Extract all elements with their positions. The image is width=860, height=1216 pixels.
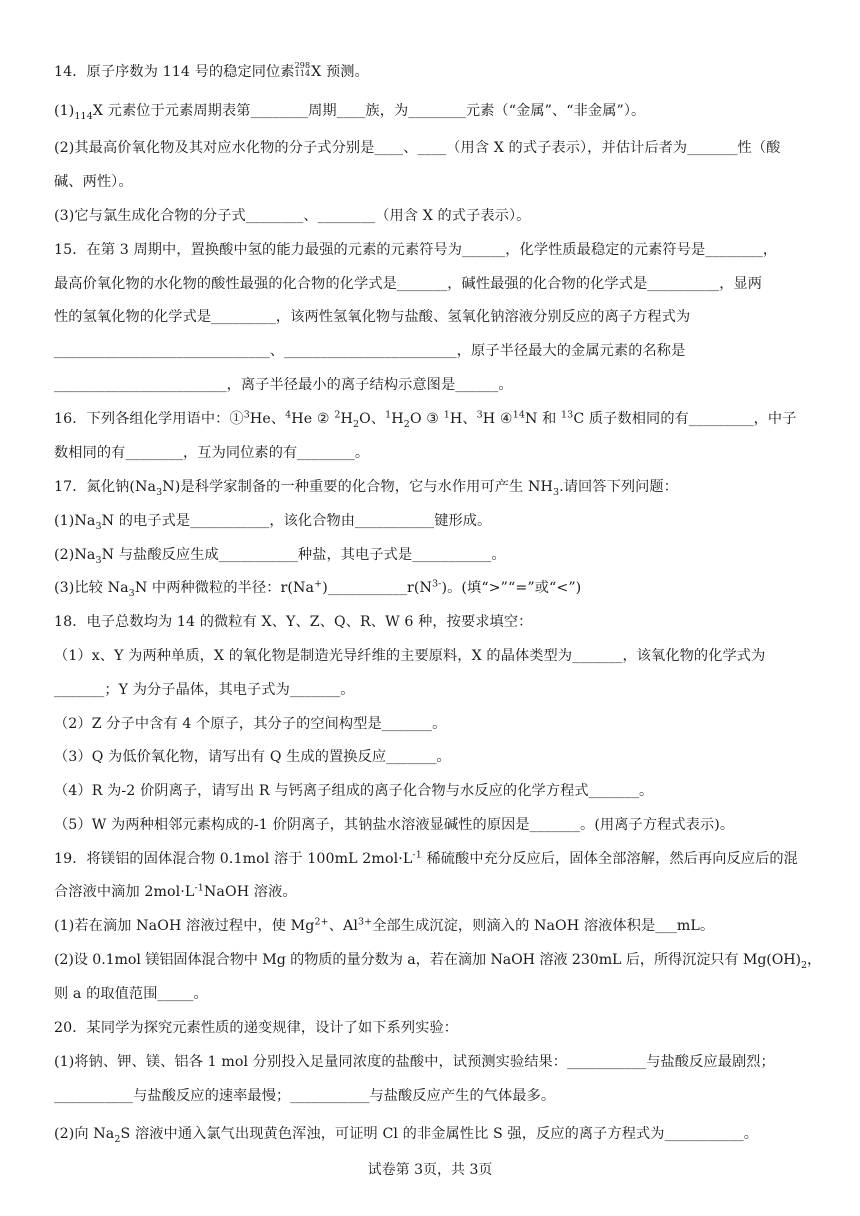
q17-part2: $(2)Na_3N$ 与盐酸反应生成___________种盐，其电子式是___________。 — [54, 547, 506, 566]
q20-stem: 20．某同学为探究元素性质的递变规律，设计了如下系列实验： — [54, 1020, 459, 1036]
q18-stem: 18．电子总数均为 14 的微粒有 X、Y、Z、Q、R、W 6 种，按要求填空： — [54, 614, 533, 630]
page-footer: 试卷第 3页，共 3页 — [367, 1162, 493, 1178]
q16-line2: 数相同的有________，互为同位素的有________。 — [54, 445, 370, 461]
q15-line1: 15．在第 3 周期中，置换酸中氢的能力最强的元素的元素符号为______，化学性质最稳定的元素符号是________， — [54, 242, 778, 258]
q15-line2: 最高价氧化物的水化物的酸性最强的化合物的化学式是_______，碱性最强的化合物的化学式是__________，显两 — [54, 276, 763, 292]
q15-line3: 性的氢氧化物的化学式是_________，该两性氢氧化物与盐酸、氢氧化钠溶液分别反应的离子方程式为 — [54, 309, 691, 325]
q19-line1: 19．将镁铝的固体混合物 0.1mol 溶于 100mL $2mol\cdot L^{-1}$ 稀硫酸中充分反应后，固体全部溶解，然后再向反应后的混 — [54, 849, 798, 867]
q19-line2: 合溶液中滴加 $2mol\cdot L^{-1}NaOH$ 溶液。 — [54, 882, 297, 900]
q14-part2-line2: 碱、两性）。 — [54, 174, 133, 190]
q15-line4: ______________________________、________________________，原子半径最大的金属元素的名称是 — [54, 343, 686, 359]
q18-part4: （4）R 为-2 价阴离子，请写出 R 与钙离子组成的离子化合物与水反应的化学方程式_______。 — [54, 783, 654, 799]
q20-part2: (2)向 $Na_2S$ 溶液中通入氯气出现黄色浑浊，可证明 Cl 的非金属性比 S 强，反应的离子方程式为___________。 — [54, 1126, 759, 1145]
q14-part2-line1: (2)其最高价氧化物及其对应水化物的分子式分别是____、____（用含 X 的式子表示），并估计后者为_______性（酸 — [54, 140, 781, 156]
q20-part1-line1: (1)将钠、钾、镁、铝各 1 mol 分别投入足量同浓度的盐酸中，试预测实验结果：___________与盐酸反应最剧烈； — [54, 1054, 775, 1070]
q18-part1-line1: （1）x、Y 为两种单质，X 的氧化物是制造光导纤维的主要原料，X 的晶体类型为_______，该氧化物的化学式为 — [54, 648, 766, 664]
q20-part1-line2: ___________与盐酸反应的速率最慢；___________与盐酸反应产生的气体最多。 — [54, 1088, 556, 1104]
q17-part3: (3)比较 $Na_3N$ 中两种微粒的半径：$r(Na^+)\_\_\_\_\_\_\_\_\_\_\_r(N^{3-})$。(填“>”“=”或“<”) — [54, 578, 582, 599]
q17-stem: 17．氮化钠$(Na_3N)$是科学家制备的一种重要的化合物，它与水作用可产生 $NH_3$.请回答下列问题： — [54, 479, 679, 498]
q18-part3: （3）Q 为低价氧化物，请写出有 Q 生成的置换反应_______。 — [54, 749, 451, 765]
q19-part2-line2: 则 a 的取值范围_____。 — [54, 986, 208, 1002]
q18-part1-line2: _______；Y 为分子晶体，其电子式为_______。 — [54, 682, 355, 698]
q19-part2-line1: (2)设 0.1mol 镁铝固体混合物中 Mg 的物质的量分数为 a，若在滴加 NaOH 溶液 230mL 后，所得沉淀只有 $Mg(OH)_2$， — [54, 952, 822, 971]
q18-part5: （5）W 为两种相邻元素构成的-1 价阴离子，其钠盐水溶液显碱性的原因是_______。(用离子方程式表示)。 — [54, 817, 735, 833]
q19-part1: (1)若在滴加 NaOH 溶液过程中，使 $Mg^{2+}$、$Al^{3+}$全部生成沉淀，则滴入的 NaOH 溶液体积是___mL。 — [54, 916, 715, 934]
q16-line1: 16．下列各组化学用语中：①$^3$He、$^4$He ② $^2H_2O$、$^1H_2O$ ③ $^1$H、$^3$H ④$^{14}$N 和 $^{13}$C 质子数相同的有_________，中子 — [54, 409, 797, 430]
q14-stem: 14．原子序数为 114 号的稳定同位素 298 114 X 预测。 — [54, 61, 369, 80]
nuclide-notation: 298 114 — [294, 61, 311, 78]
q14-part1: $(1)_{114}X$ 元素位于元素周期表第________周期____族，为________元素（“金属”、“非金属”）。 — [54, 103, 646, 122]
q14-part3: (3)它与氯生成化合物的分子式________、________（用含 X 的式子表示）。 — [54, 208, 531, 224]
q17-part1: $(1)Na_3N$ 的电子式是___________，该化合物由___________键形成。 — [54, 513, 492, 532]
q15-line5: ________________________，离子半径最小的离子结构示意图是______。 — [54, 377, 513, 393]
q18-part2: （2）Z 分子中含有 4 个原子，其分子的空间构型是_______。 — [54, 716, 447, 732]
